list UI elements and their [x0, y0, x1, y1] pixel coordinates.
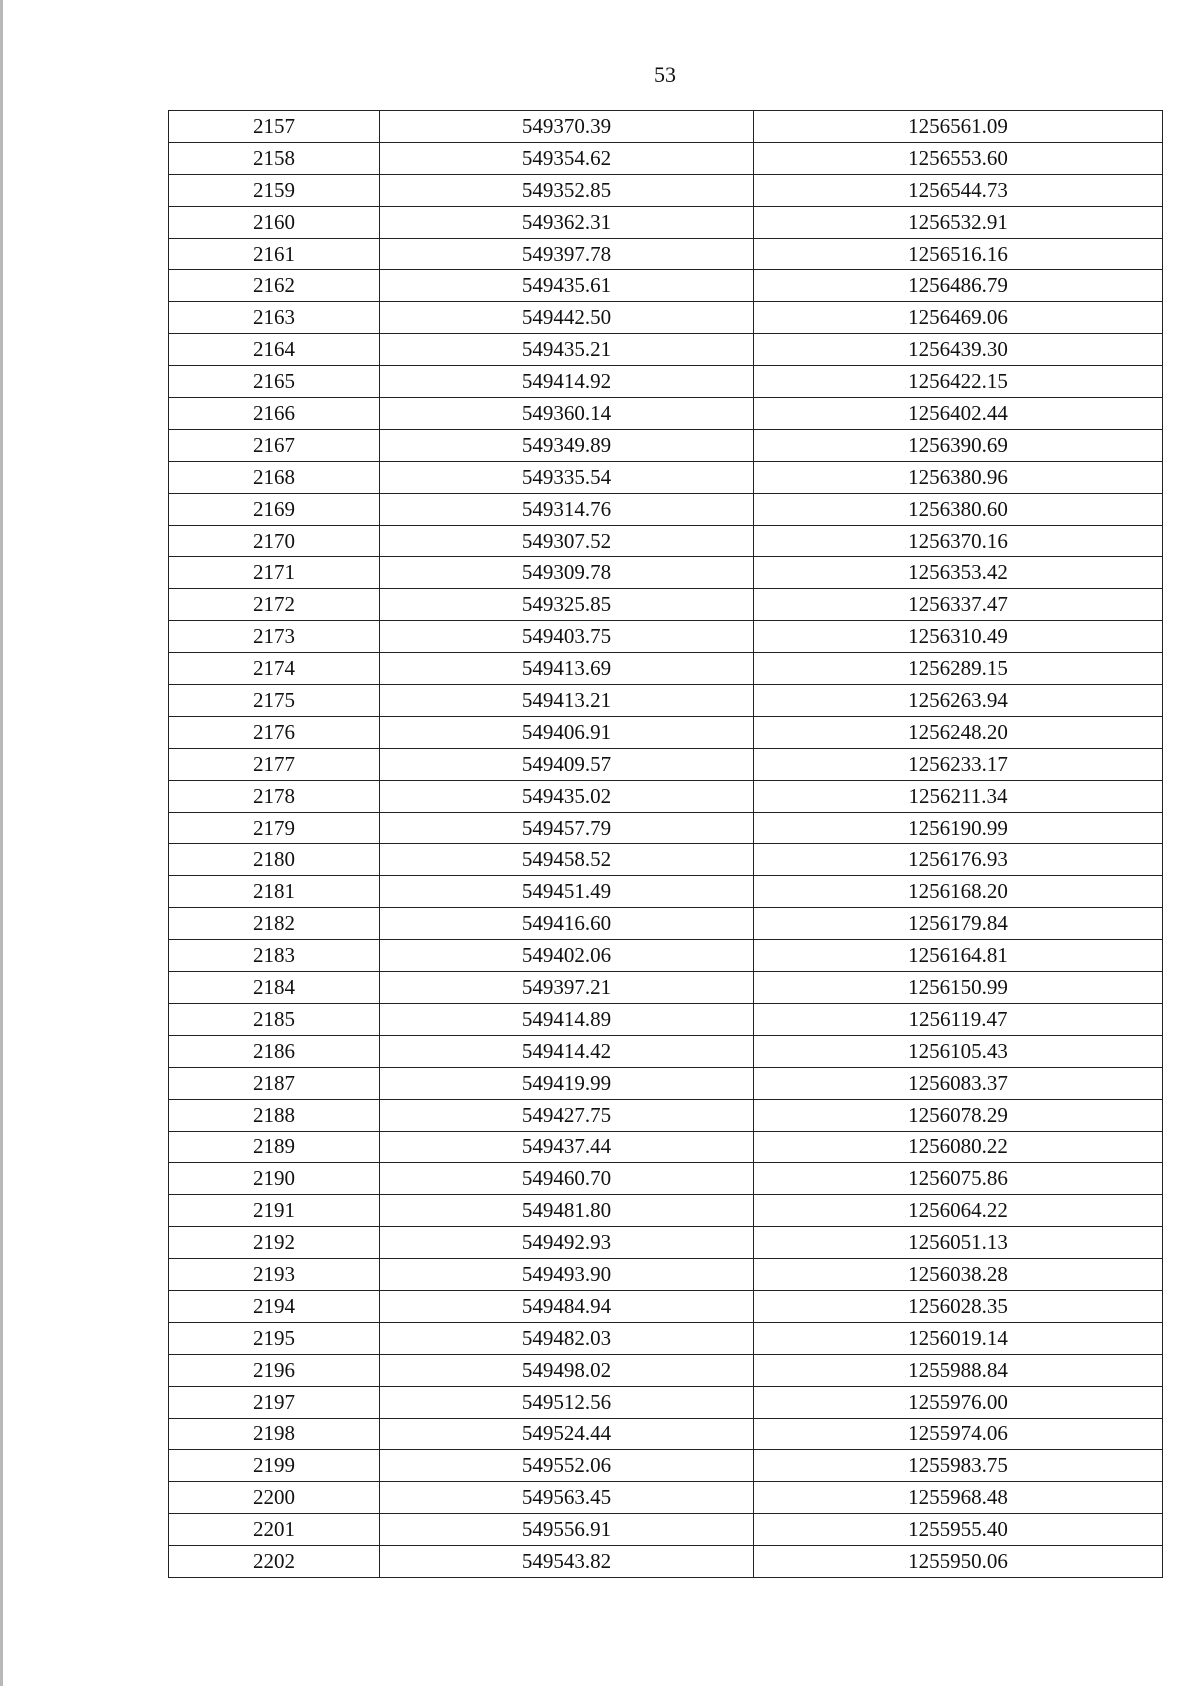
- point-number-cell: 2159: [169, 174, 380, 206]
- table-row: [169, 748, 1163, 780]
- x-coordinate-cell: 549563.45: [380, 1482, 754, 1514]
- point-number-cell: 2202: [169, 1546, 380, 1578]
- x-coordinate-cell: 549492.93: [380, 1227, 754, 1259]
- y-coordinate-cell: 1255988.84: [754, 1354, 1163, 1386]
- x-coordinate-cell: 549335.54: [380, 461, 754, 493]
- point-number-cell: 2188: [169, 1099, 380, 1131]
- table-row: [169, 366, 1163, 398]
- y-coordinate-cell: 1255955.40: [754, 1514, 1163, 1546]
- x-coordinate-cell: 549435.21: [380, 334, 754, 366]
- y-coordinate-cell: 1256561.09: [754, 111, 1163, 143]
- coordinates-table-body: [169, 111, 1163, 1578]
- table-row: [169, 621, 1163, 653]
- table-row: [169, 206, 1163, 238]
- table-row: [169, 1386, 1163, 1418]
- x-coordinate-cell: 549451.49: [380, 876, 754, 908]
- point-number-cell: 2185: [169, 1003, 380, 1035]
- table-row: [169, 429, 1163, 461]
- x-coordinate-cell: 549409.57: [380, 748, 754, 780]
- y-coordinate-cell: 1256038.28: [754, 1259, 1163, 1291]
- point-number-cell: 2193: [169, 1259, 380, 1291]
- table-row: [169, 876, 1163, 908]
- table-row: [169, 398, 1163, 430]
- table-row: [169, 111, 1163, 143]
- table-row: [169, 557, 1163, 589]
- point-number-cell: 2198: [169, 1418, 380, 1450]
- table-row: [169, 302, 1163, 334]
- point-number-cell: 2190: [169, 1163, 380, 1195]
- x-coordinate-cell: 549481.80: [380, 1195, 754, 1227]
- x-coordinate-cell: 549314.76: [380, 493, 754, 525]
- y-coordinate-cell: 1256083.37: [754, 1067, 1163, 1099]
- point-number-cell: 2171: [169, 557, 380, 589]
- y-coordinate-cell: 1256544.73: [754, 174, 1163, 206]
- point-number-cell: 2196: [169, 1354, 380, 1386]
- x-coordinate-cell: 549362.31: [380, 206, 754, 238]
- table-row: [169, 238, 1163, 270]
- point-number-cell: 2180: [169, 844, 380, 876]
- table-row: [169, 1195, 1163, 1227]
- point-number-cell: 2175: [169, 685, 380, 717]
- table-row: [169, 1514, 1163, 1546]
- x-coordinate-cell: 549435.61: [380, 270, 754, 302]
- point-number-cell: 2173: [169, 621, 380, 653]
- y-coordinate-cell: 1256380.60: [754, 493, 1163, 525]
- x-coordinate-cell: 549414.42: [380, 1035, 754, 1067]
- x-coordinate-cell: 549309.78: [380, 557, 754, 589]
- y-coordinate-cell: 1256176.93: [754, 844, 1163, 876]
- y-coordinate-cell: 1256337.47: [754, 589, 1163, 621]
- table-row: [169, 685, 1163, 717]
- x-coordinate-cell: 549354.62: [380, 142, 754, 174]
- point-number-cell: 2166: [169, 398, 380, 430]
- y-coordinate-cell: 1256078.29: [754, 1099, 1163, 1131]
- x-coordinate-cell: 549493.90: [380, 1259, 754, 1291]
- point-number-cell: 2172: [169, 589, 380, 621]
- point-number-cell: 2194: [169, 1290, 380, 1322]
- y-coordinate-cell: 1256289.15: [754, 653, 1163, 685]
- y-coordinate-cell: 1256164.81: [754, 940, 1163, 972]
- y-coordinate-cell: 1256553.60: [754, 142, 1163, 174]
- x-coordinate-cell: 549402.06: [380, 940, 754, 972]
- point-number-cell: 2192: [169, 1227, 380, 1259]
- table-row: [169, 461, 1163, 493]
- point-number-cell: 2165: [169, 366, 380, 398]
- y-coordinate-cell: 1255974.06: [754, 1418, 1163, 1450]
- point-number-cell: 2182: [169, 908, 380, 940]
- y-coordinate-cell: 1256179.84: [754, 908, 1163, 940]
- y-coordinate-cell: 1256075.86: [754, 1163, 1163, 1195]
- point-number-cell: 2169: [169, 493, 380, 525]
- y-coordinate-cell: 1255983.75: [754, 1450, 1163, 1482]
- x-coordinate-cell: 549403.75: [380, 621, 754, 653]
- x-coordinate-cell: 549556.91: [380, 1514, 754, 1546]
- x-coordinate-cell: 549360.14: [380, 398, 754, 430]
- y-coordinate-cell: 1256516.16: [754, 238, 1163, 270]
- point-number-cell: 2160: [169, 206, 380, 238]
- y-coordinate-cell: 1256019.14: [754, 1322, 1163, 1354]
- table-row: [169, 1003, 1163, 1035]
- point-number-cell: 2167: [169, 429, 380, 461]
- table-row: [169, 589, 1163, 621]
- point-number-cell: 2176: [169, 716, 380, 748]
- table-row: [169, 1450, 1163, 1482]
- page-number: 53: [654, 62, 676, 87]
- point-number-cell: 2200: [169, 1482, 380, 1514]
- point-number-cell: 2183: [169, 940, 380, 972]
- table-row: [169, 844, 1163, 876]
- coordinates-table: [168, 110, 1163, 1578]
- y-coordinate-cell: 1256051.13: [754, 1227, 1163, 1259]
- y-coordinate-cell: 1255976.00: [754, 1386, 1163, 1418]
- table-row: [169, 1354, 1163, 1386]
- table-row: [169, 270, 1163, 302]
- x-coordinate-cell: 549435.02: [380, 780, 754, 812]
- scan-edge: [0, 0, 3, 1686]
- point-number-cell: 2177: [169, 748, 380, 780]
- point-number-cell: 2164: [169, 334, 380, 366]
- x-coordinate-cell: 549458.52: [380, 844, 754, 876]
- y-coordinate-cell: 1256028.35: [754, 1290, 1163, 1322]
- table-row: [169, 334, 1163, 366]
- point-number-cell: 2168: [169, 461, 380, 493]
- x-coordinate-cell: 549325.85: [380, 589, 754, 621]
- table-row: [169, 908, 1163, 940]
- x-coordinate-cell: 549307.52: [380, 525, 754, 557]
- y-coordinate-cell: 1256390.69: [754, 429, 1163, 461]
- x-coordinate-cell: 549413.69: [380, 653, 754, 685]
- y-coordinate-cell: 1256105.43: [754, 1035, 1163, 1067]
- point-number-cell: 2170: [169, 525, 380, 557]
- x-coordinate-cell: 549397.78: [380, 238, 754, 270]
- x-coordinate-cell: 549416.60: [380, 908, 754, 940]
- x-coordinate-cell: 549352.85: [380, 174, 754, 206]
- point-number-cell: 2184: [169, 972, 380, 1004]
- point-number-cell: 2191: [169, 1195, 380, 1227]
- point-number-cell: 2197: [169, 1386, 380, 1418]
- point-number-cell: 2199: [169, 1450, 380, 1482]
- x-coordinate-cell: 549482.03: [380, 1322, 754, 1354]
- y-coordinate-cell: 1256190.99: [754, 812, 1163, 844]
- table-row: [169, 780, 1163, 812]
- y-coordinate-cell: 1256353.42: [754, 557, 1163, 589]
- table-row: [169, 493, 1163, 525]
- x-coordinate-cell: 549484.94: [380, 1290, 754, 1322]
- y-coordinate-cell: 1256119.47: [754, 1003, 1163, 1035]
- point-number-cell: 2158: [169, 142, 380, 174]
- y-coordinate-cell: 1256150.99: [754, 972, 1163, 1004]
- point-number-cell: 2201: [169, 1514, 380, 1546]
- y-coordinate-cell: 1255950.06: [754, 1546, 1163, 1578]
- table-row: [169, 1099, 1163, 1131]
- x-coordinate-cell: 549370.39: [380, 111, 754, 143]
- y-coordinate-cell: 1256233.17: [754, 748, 1163, 780]
- table-row: [169, 1227, 1163, 1259]
- point-number-cell: 2189: [169, 1131, 380, 1163]
- x-coordinate-cell: 549397.21: [380, 972, 754, 1004]
- table-row: [169, 525, 1163, 557]
- y-coordinate-cell: 1256064.22: [754, 1195, 1163, 1227]
- y-coordinate-cell: 1256263.94: [754, 685, 1163, 717]
- point-number-cell: 2186: [169, 1035, 380, 1067]
- point-number-cell: 2162: [169, 270, 380, 302]
- y-coordinate-cell: 1256168.20: [754, 876, 1163, 908]
- y-coordinate-cell: 1256486.79: [754, 270, 1163, 302]
- table-row: [169, 1035, 1163, 1067]
- point-number-cell: 2187: [169, 1067, 380, 1099]
- table-row: [169, 1131, 1163, 1163]
- x-coordinate-cell: 549442.50: [380, 302, 754, 334]
- table-row: [169, 812, 1163, 844]
- point-number-cell: 2174: [169, 653, 380, 685]
- table-row: [169, 1546, 1163, 1578]
- y-coordinate-cell: 1256422.15: [754, 366, 1163, 398]
- x-coordinate-cell: 549406.91: [380, 716, 754, 748]
- x-coordinate-cell: 549419.99: [380, 1067, 754, 1099]
- y-coordinate-cell: 1256439.30: [754, 334, 1163, 366]
- table-row: [169, 142, 1163, 174]
- x-coordinate-cell: 549413.21: [380, 685, 754, 717]
- y-coordinate-cell: 1256532.91: [754, 206, 1163, 238]
- point-number-cell: 2179: [169, 812, 380, 844]
- table-row: [169, 972, 1163, 1004]
- point-number-cell: 2178: [169, 780, 380, 812]
- x-coordinate-cell: 549414.92: [380, 366, 754, 398]
- table-row: [169, 1067, 1163, 1099]
- y-coordinate-cell: 1256211.34: [754, 780, 1163, 812]
- y-coordinate-cell: 1256080.22: [754, 1131, 1163, 1163]
- table-row: [169, 174, 1163, 206]
- table-row: [169, 716, 1163, 748]
- x-coordinate-cell: 549543.82: [380, 1546, 754, 1578]
- x-coordinate-cell: 549524.44: [380, 1418, 754, 1450]
- point-number-cell: 2195: [169, 1322, 380, 1354]
- x-coordinate-cell: 549512.56: [380, 1386, 754, 1418]
- x-coordinate-cell: 549427.75: [380, 1099, 754, 1131]
- point-number-cell: 2181: [169, 876, 380, 908]
- table-row: [169, 940, 1163, 972]
- x-coordinate-cell: 549552.06: [380, 1450, 754, 1482]
- x-coordinate-cell: 549437.44: [380, 1131, 754, 1163]
- y-coordinate-cell: 1255968.48: [754, 1482, 1163, 1514]
- x-coordinate-cell: 549457.79: [380, 812, 754, 844]
- y-coordinate-cell: 1256469.06: [754, 302, 1163, 334]
- x-coordinate-cell: 549460.70: [380, 1163, 754, 1195]
- table-row: [169, 653, 1163, 685]
- y-coordinate-cell: 1256310.49: [754, 621, 1163, 653]
- point-number-cell: 2157: [169, 111, 380, 143]
- y-coordinate-cell: 1256248.20: [754, 716, 1163, 748]
- table-row: [169, 1259, 1163, 1291]
- x-coordinate-cell: 549349.89: [380, 429, 754, 461]
- table-row: [169, 1290, 1163, 1322]
- table-row: [169, 1418, 1163, 1450]
- point-number-cell: 2163: [169, 302, 380, 334]
- y-coordinate-cell: 1256380.96: [754, 461, 1163, 493]
- table-row: [169, 1163, 1163, 1195]
- table-row: [169, 1322, 1163, 1354]
- x-coordinate-cell: 549498.02: [380, 1354, 754, 1386]
- y-coordinate-cell: 1256402.44: [754, 398, 1163, 430]
- point-number-cell: 2161: [169, 238, 380, 270]
- x-coordinate-cell: 549414.89: [380, 1003, 754, 1035]
- y-coordinate-cell: 1256370.16: [754, 525, 1163, 557]
- table-row: [169, 1482, 1163, 1514]
